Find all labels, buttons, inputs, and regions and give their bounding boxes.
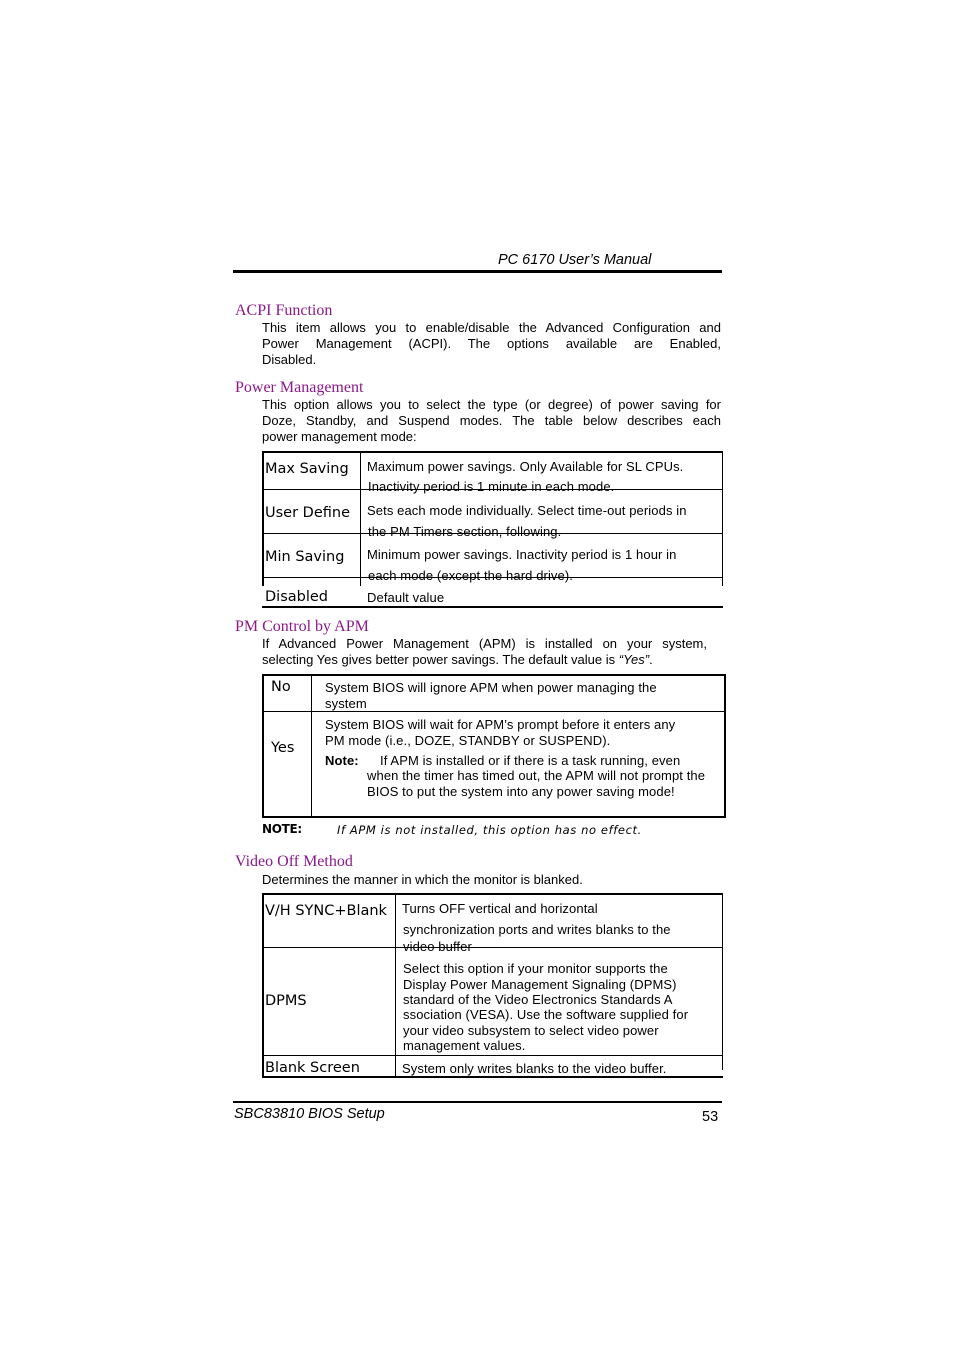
table-cell-desc: PM mode (i.e., DOZE, STANDBY or SUSPEND).: [325, 733, 611, 748]
table-border: [262, 451, 723, 453]
table-cell-label: DPMS: [265, 993, 307, 1009]
table-border: [262, 893, 264, 1077]
table-cell-desc: ssociation (VESA). Use the software supplied for: [403, 1007, 689, 1022]
table-cell-desc: System only writes blanks to the video buffer.: [402, 1061, 667, 1076]
table-cell-desc: video buffer: [403, 939, 472, 954]
apm-line-2: [262, 652, 707, 668]
apm-period: .: [649, 652, 653, 667]
power-heading: Power Management: [235, 379, 364, 396]
acpi-heading: ACPI Function: [235, 302, 333, 319]
table-cell-desc: Maximum power savings. Only Available for SL CPUs.: [367, 459, 684, 474]
table-border: [360, 451, 361, 586]
table-cell-desc: Default value: [367, 590, 445, 605]
table-cell-desc: when the timer has timed out, the APM will not prompt the: [367, 768, 706, 783]
table-cell-label: User Define: [265, 505, 350, 521]
apm-note-text: If APM is not installed, this option has no effect.: [337, 823, 642, 837]
table-border: [262, 606, 723, 608]
table-cell-desc: the PM Timers section, following.: [368, 524, 562, 539]
table-cell-label: Blank Screen: [265, 1060, 360, 1076]
power-line-3: power management mode:: [262, 429, 417, 444]
table-border: [722, 451, 723, 586]
table-border: [262, 816, 726, 818]
table-cell-label: Disabled: [265, 589, 328, 605]
table-cell-desc: your video subsystem to select video power: [403, 1023, 659, 1038]
table-cell-desc: system: [325, 696, 367, 711]
table-border: [722, 893, 723, 1070]
table-cell-desc: Select this option if your monitor supports the: [403, 961, 668, 976]
table-cell-label: Yes: [271, 740, 295, 756]
table-border: [311, 674, 312, 818]
page-header-title: PC 6170 User’s Manual: [498, 252, 652, 268]
apm-note-label: NOTE:: [262, 822, 302, 836]
power-line-2: Doze, Standby, and Suspend modes. The table below describes each: [262, 413, 721, 428]
power-paragraph: [262, 397, 721, 445]
apm-heading: PM Control by APM: [235, 618, 369, 635]
table-cell-desc: synchronization ports and writes blanks to the: [403, 922, 671, 937]
table-border: [262, 451, 264, 586]
apm-line-2-text: selecting Yes gives better power savings. The default value is: [262, 652, 619, 667]
footer-rule: [233, 1101, 722, 1103]
table-cell-label: V/H SYNC+Blank: [265, 903, 387, 919]
table-cell-label: Min Saving: [265, 549, 345, 565]
acpi-line-3: Disabled.: [262, 352, 317, 367]
table-cell-desc: management values.: [403, 1038, 526, 1053]
table-cell-desc: System BIOS will wait for APM’s prompt before it enters any: [325, 717, 676, 732]
table-cell-desc: If APM is installed or if there is a task running, even: [380, 753, 681, 768]
table-cell-desc: Turns OFF vertical and horizontal: [402, 901, 598, 916]
table-cell-desc: each mode (except the hard drive).: [368, 568, 574, 583]
table-border: [395, 893, 396, 1077]
video-intro: Determines the manner in which the monitor is blanked.: [262, 872, 583, 887]
table-cell-desc: Sets each mode individually. Select time-out periods in: [367, 503, 687, 518]
acpi-line-1: This item allows you to enable/disable the Advanced Configuration and: [262, 320, 721, 335]
table-cell-desc: Minimum power savings. Inactivity period is 1 hour in: [367, 547, 677, 562]
table-cell-desc: Inactivity period is 1 minute in each mode.: [368, 479, 615, 494]
table-border: [262, 674, 264, 818]
apm-line-1: If Advanced Power Management (APM) is installed on your system,: [262, 636, 707, 651]
table-cell-label: Max Saving: [265, 461, 349, 477]
table-cell-desc: Display Power Management Signaling (DPMS): [403, 977, 677, 992]
footer-title: SBC83810 BIOS Setup: [234, 1106, 385, 1122]
table-cell-label: No: [271, 679, 291, 695]
table-cell-desc: System BIOS will ignore APM when power managing the: [325, 680, 657, 695]
table-cell-desc: standard of the Video Electronics Standards A: [403, 992, 673, 1007]
table-border: [262, 947, 723, 948]
table-border: [262, 674, 726, 676]
apm-default-value: “Yes”: [618, 652, 650, 667]
acpi-line-2: Power Management (ACPI). The options available are Enabled,: [262, 336, 721, 351]
acpi-paragraph: [262, 320, 721, 368]
table-border: [724, 674, 726, 818]
table-border: [262, 1055, 723, 1056]
table-note-label: Note:: [325, 753, 359, 768]
apm-paragraph: [262, 636, 707, 668]
table-border: [262, 893, 723, 895]
page-number: 53: [702, 1109, 719, 1125]
video-heading: Video Off Method: [235, 853, 353, 870]
power-line-1: This option allows you to select the type (or degree) of power saving for: [262, 397, 721, 412]
header-rule: [233, 270, 722, 273]
table-cell-desc: BIOS to put the system into any power saving mode!: [367, 784, 675, 799]
